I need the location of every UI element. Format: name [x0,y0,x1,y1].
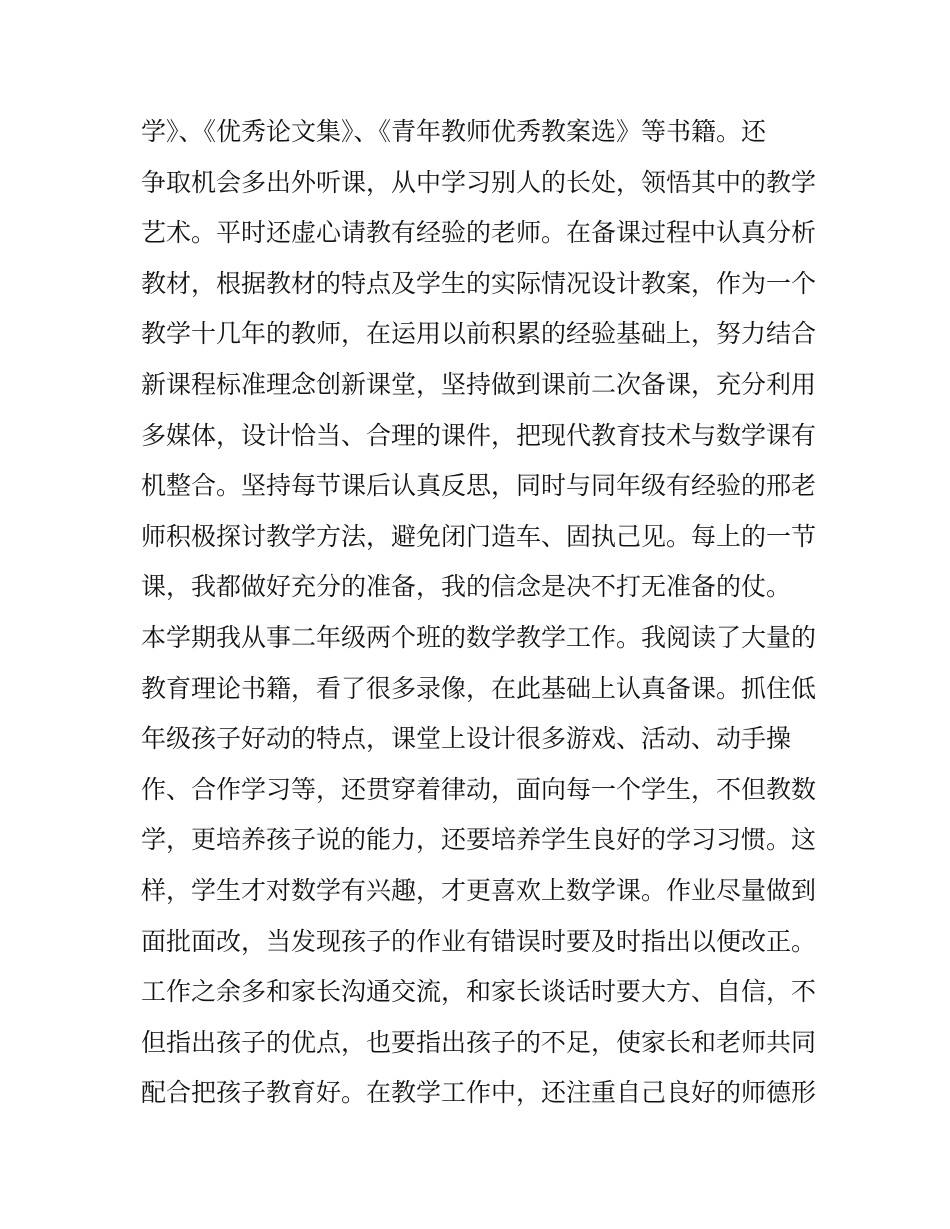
text-line: 本学期我从事二年级两个班的数学教学工作。我阅读了大量的 [141,622,817,652]
text-line: 年级孩子好动的特点，课堂上设计很多游戏、活动、动手操 [141,724,792,754]
text-line: 工作之余多和家长沟通交流，和家长谈话时要大方、自信，不 [141,977,817,1007]
text-line: 配合把孩子教育好。在教学工作中，还注重自己良好的师德形 [141,1078,817,1108]
body-text [141,107,821,1119]
text-line: 课，我都做好充分的准备，我的信念是决不打无准备的仗。 [141,572,792,602]
text-line: 但指出孩子的优点，也要指出孩子的不足，使家长和老师共同 [141,1027,817,1057]
text-line: 新课程标准理念创新课堂，坚持做到课前二次备课，充分利用 [141,369,817,399]
text-line: 师积极探讨教学方法，避免闭门造车、固执己见。每上的一节 [141,521,817,551]
text-line: 样，学生才对数学有兴趣，才更喜欢上数学课。作业尽量做到 [141,875,817,905]
text-line: 教材，根据教材的特点及学生的实际情况设计教案，作为一个 [141,268,817,298]
text-line: 教育理论书籍，看了很多录像，在此基础上认真备课。抓住低 [141,673,817,703]
text-line: 学》、《优秀论文集》、《青年教师优秀教案选》等书籍。还 [141,117,767,146]
text-line: 面批面改，当发现孩子的作业有错误时要及时指出以便改正。 [141,926,817,956]
text-line: 争取机会多出外听课，从中学习别人的长处，领悟其中的教学 [141,167,817,197]
text-line: 多媒体，设计恰当、合理的课件，把现代教育技术与数学课有 [141,420,817,450]
text-line: 学，更培养孩子说的能力，还要培养学生良好的学习习惯。这 [141,825,817,855]
text-line: 机整合。坚持每节课后认真反思，同时与同年级有经验的邢老 [141,471,817,501]
text-line: 艺术。平时还虚心请教有经验的老师。在备课过程中认真分析 [141,218,817,248]
text-line: 教学十几年的教师，在运用以前积累的经验基础上，努力结合 [141,319,817,349]
text-line: 作、合作学习等，还贯穿着律动，面向每一个学生，不但教数 [141,774,817,804]
